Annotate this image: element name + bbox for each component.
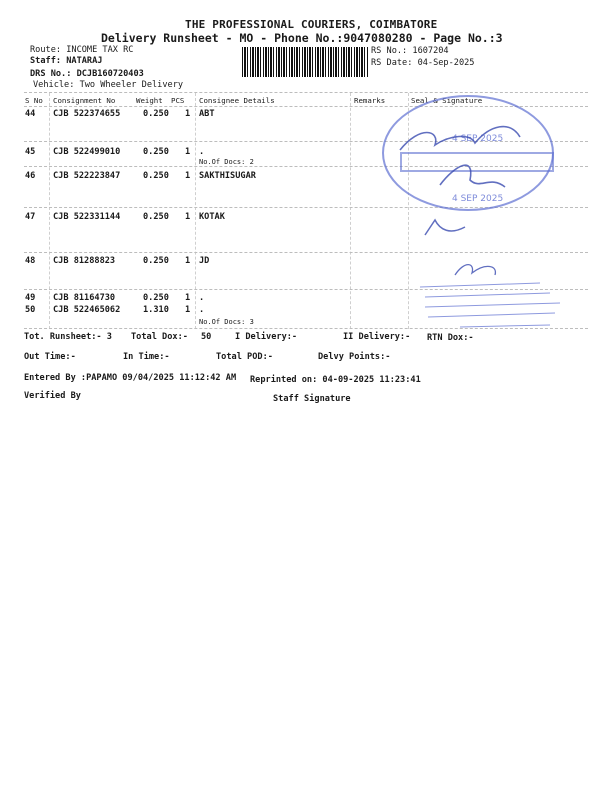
handwritten-signature: [380, 95, 560, 265]
row-consignment: CJB 522331144: [53, 212, 121, 222]
route-label: Route: INCOME TAX RC: [30, 45, 134, 55]
row-docs-note: No.Of Docs: 2: [199, 158, 254, 166]
row-pcs: 1: [185, 256, 191, 266]
col-divider: [350, 93, 351, 329]
delvy-points: Delvy Points:-: [318, 352, 391, 362]
total-dox-value: 50: [201, 332, 212, 342]
i-delivery: I Delivery:-: [235, 332, 298, 342]
row-weight: 0.250: [143, 212, 169, 222]
row-consignee: KOTAK: [199, 212, 225, 222]
row-consignment: CJB 81288823: [53, 256, 116, 266]
row-consignment: CJB 522465062: [53, 305, 121, 315]
table-top-rule: [24, 92, 588, 93]
row-weight: 0.250: [143, 109, 169, 119]
row-sno: 44: [25, 109, 36, 119]
verified-by: Verified By: [24, 391, 81, 401]
tot-runsheet: Tot. Runsheet:- 3: [24, 332, 112, 342]
col-remarks: Remarks: [354, 96, 386, 105]
row-pcs: 1: [185, 305, 191, 315]
row-consignee: ABT: [199, 109, 215, 119]
stamp-date: 4 SEP 2025: [452, 134, 504, 144]
row-pcs: 1: [185, 171, 191, 181]
row-pcs: 1: [185, 293, 191, 303]
rtn-dox: RTN Dox:-: [427, 333, 474, 343]
row-consignment: CJB 81164730: [53, 293, 116, 303]
row-weight: 0.250: [143, 147, 169, 157]
ii-delivery: II Delivery:-: [343, 332, 411, 342]
row-consignee: .: [199, 293, 205, 303]
total-pod: Total POD:-: [216, 352, 273, 362]
row-weight: 0.250: [143, 256, 169, 266]
vehicle-label: Vehicle: Two Wheeler Delivery: [33, 80, 184, 90]
in-time: In Time:-: [123, 352, 170, 362]
out-time: Out Time:-: [24, 352, 76, 362]
drs-label: DRS No.: DCJB160720403: [30, 69, 144, 79]
row-consignee: SAKTHISUGAR: [199, 171, 256, 181]
row-pcs: 1: [185, 147, 191, 157]
row-weight: 1.310: [143, 305, 169, 315]
row-consignee: .: [199, 147, 205, 157]
row-pcs: 1: [185, 212, 191, 222]
col-pcs: PCS: [171, 96, 185, 105]
row-sno: 48: [25, 256, 36, 266]
rs-date: RS Date: 04-Sep-2025: [371, 58, 475, 68]
staff-label: Staff: NATARAJ: [30, 56, 103, 66]
row-consignment: CJB 522374655: [53, 109, 121, 119]
row-docs-note: No.Of Docs: 3: [199, 318, 254, 326]
staff-signature: Staff Signature: [273, 394, 351, 404]
total-dox-label: Total Dox:-: [131, 332, 188, 342]
row-sno: 50: [25, 305, 36, 315]
col-divider: [49, 93, 50, 329]
page-title: Delivery Runsheet - MO - Phone No.:9047080280 - Page No.:3: [101, 31, 503, 45]
entered-by: Entered By :PAPAMO 09/04/2025 11:12:42 AM: [24, 373, 237, 383]
company-name: THE PROFESSIONAL COURIERS, COIMBATORE: [185, 18, 438, 31]
row-pcs: 1: [185, 109, 191, 119]
col-weight: Weight: [136, 96, 163, 105]
row-sno: 46: [25, 171, 36, 181]
barcode: [242, 47, 368, 77]
row-weight: 0.250: [143, 171, 169, 181]
reprinted-on: Reprinted on: 04-09-2025 11:23:41: [250, 375, 421, 385]
rs-number: RS No.: 1607204: [371, 46, 449, 56]
row-sno: 49: [25, 293, 36, 303]
col-seal-signature: Seal & Signature: [411, 96, 483, 105]
row-weight: 0.250: [143, 293, 169, 303]
col-sno: S No: [25, 96, 43, 105]
tamil-seal-stamp: [400, 255, 570, 335]
stamp-date: 4 SEP 2025: [452, 194, 504, 204]
col-divider: [195, 93, 196, 329]
row-consignee: JD: [199, 256, 210, 266]
row-sno: 47: [25, 212, 36, 222]
row-consignee: .: [199, 305, 205, 315]
row-sno: 45: [25, 147, 36, 157]
col-consignment: Consignment No: [53, 96, 116, 105]
row-consignment: CJB 522499010: [53, 147, 121, 157]
row-consignment: CJB 522223847: [53, 171, 121, 181]
col-consignee: Consignee Details: [199, 96, 275, 105]
